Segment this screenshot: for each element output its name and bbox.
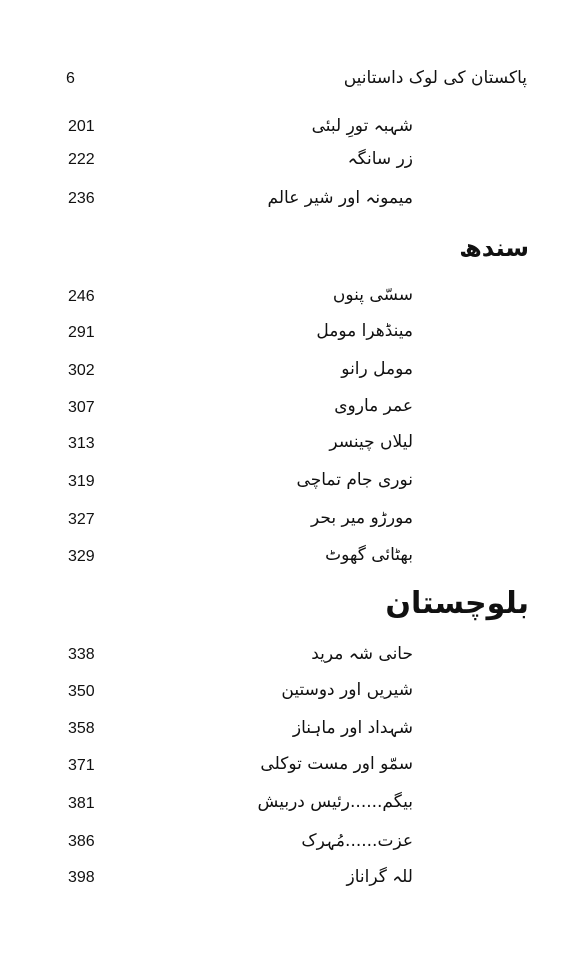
toc-entry-title: مومل رانو — [341, 359, 413, 379]
toc-entry-title: شیریں اور دوستین — [281, 680, 413, 700]
toc-page-number: 302 — [68, 362, 95, 379]
toc-entry — [0, 830, 587, 860]
toc-entry — [0, 432, 587, 462]
toc-entry — [0, 359, 587, 389]
toc-entry — [0, 643, 587, 673]
toc-page-number: 236 — [68, 190, 95, 207]
toc-entry-title: لیلاں چینسر — [329, 432, 413, 452]
page-number: 6 — [66, 70, 75, 87]
toc-entry-title: عزت......مُہرک — [301, 831, 413, 851]
toc-page-number: 329 — [68, 548, 95, 565]
toc-page-number: 246 — [68, 288, 95, 305]
book-title: پاکستان کی لوک داستانیں — [343, 68, 527, 88]
toc-page-number: 307 — [68, 399, 95, 416]
toc-entry-title: زر سانگہ — [347, 149, 413, 169]
toc-page-number: 201 — [68, 118, 95, 135]
toc-page-number: 350 — [68, 683, 95, 700]
toc-entry-title: میمونہ اور شیر عالم — [267, 188, 413, 208]
toc-entry-title: شہبہ تورِ لبئی — [311, 116, 413, 136]
toc-page-number: 398 — [68, 869, 95, 886]
toc-page-number: 358 — [68, 720, 95, 737]
section-heading-sindh: سندھ — [459, 234, 529, 262]
toc-page-number: 222 — [68, 151, 95, 168]
toc-entry-title: بھٹائی گھوٹ — [325, 545, 413, 565]
toc-page-number: 371 — [68, 757, 95, 774]
toc-entry-title: حانی شہ مرید — [311, 644, 413, 664]
toc-entry — [0, 148, 587, 178]
toc-entry — [0, 285, 587, 315]
toc-entry-title: مینڈھرا مومل — [316, 321, 413, 341]
toc-entry-title: للہ گراناز — [346, 867, 413, 887]
toc-entry — [0, 321, 587, 351]
toc-page-number: 313 — [68, 435, 95, 452]
toc-entry — [0, 680, 587, 710]
toc-entry-title: عمر ماروی — [334, 396, 413, 416]
toc-entry — [0, 545, 587, 575]
toc-page-number: 381 — [68, 795, 95, 812]
toc-entry-title: سمّو اور مست توکلی — [260, 754, 413, 774]
running-head — [60, 68, 527, 96]
toc-entry-title: سسّی پنوں — [332, 285, 413, 305]
toc-entry — [0, 396, 587, 426]
toc-page-number: 338 — [68, 646, 95, 663]
toc-entry — [0, 717, 587, 747]
toc-entry-title: بیگم......رئیس دربیش — [257, 792, 413, 812]
toc-entry-title: شہداد اور ماہناز — [292, 718, 413, 738]
toc-page-number: 291 — [68, 324, 95, 341]
toc-entry — [0, 866, 587, 896]
toc-entry-title: مورڑو میر بحر — [310, 508, 413, 528]
toc-entry-title: نوری جام تماچی — [296, 470, 413, 490]
toc-entry — [0, 470, 587, 500]
toc-entry — [0, 754, 587, 784]
toc-entry — [0, 187, 587, 217]
toc-page-number: 386 — [68, 833, 95, 850]
toc-entry — [0, 115, 587, 145]
toc-page-number: 319 — [68, 473, 95, 490]
toc-entry — [0, 508, 587, 538]
toc-entry — [0, 792, 587, 822]
section-heading-balochistan: بلوچستان — [385, 586, 529, 621]
toc-page-number: 327 — [68, 511, 95, 528]
